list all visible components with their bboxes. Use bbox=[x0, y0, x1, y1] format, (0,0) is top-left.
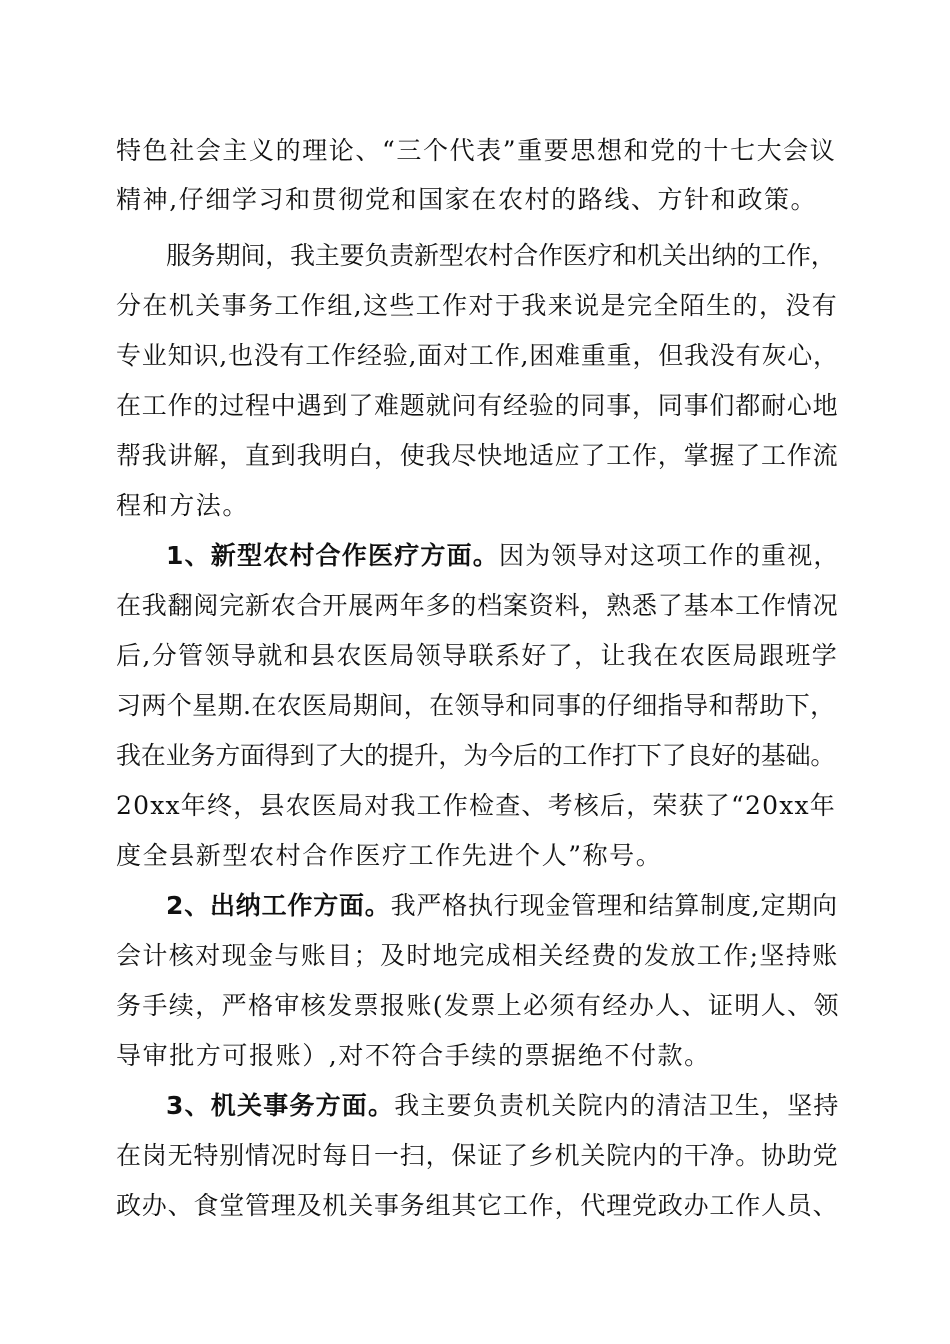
section-line bbox=[166, 890, 838, 922]
text-run: 我主要负责机关院内的清洁卫生，坚持 bbox=[394, 1091, 840, 1120]
text-line: 导审批方可报账）,对不符合手续的票据绝不付款。 bbox=[116, 1041, 711, 1070]
text-line: 务手续，严格审核发票报账(发票上必须有经办人、证明人、领 bbox=[116, 991, 840, 1020]
section-line bbox=[166, 1090, 840, 1122]
text-line: 习两个星期.在农医局期间，在领导和同事的仔细指导和帮助下， bbox=[116, 691, 836, 720]
text-line: 我在业务方面得到了大的提升，为今后的工作打下了良好的基础。 bbox=[116, 741, 836, 770]
section-heading: 1、新型农村合作医疗方面。 bbox=[166, 541, 499, 570]
text-line: 特色社会主义的理论、“三个代表”重要思想和党的十七大会议 bbox=[116, 136, 837, 165]
section-line bbox=[166, 540, 840, 572]
text-line: 会计核对现金与账目；及时地完成相关经费的发放工作;坚持账 bbox=[116, 941, 839, 970]
text-run: 因为领导对这项工作的重视， bbox=[499, 541, 840, 570]
section-heading: 3、机关事务方面。 bbox=[166, 1091, 395, 1120]
text-line: 在岗无特别情况时每日一扫，保证了乡机关院内的干净。协助党 bbox=[116, 1141, 839, 1170]
text-line: 政办、食堂管理及机关事务组其它工作，代理党政办工作人员、 bbox=[116, 1191, 839, 1220]
text-line: 后,分管领导就和县农医局领导联系好了，让我在农医局跟班学 bbox=[116, 641, 839, 670]
text-line: 精神,仔细学习和贯彻党和国家在农村的路线、方针和政策。 bbox=[116, 185, 818, 214]
text-line: 在工作的过程中遇到了难题就问有经验的同事，同事们都耐心地 bbox=[116, 391, 839, 420]
text-line: 在我翻阅完新农合开展两年多的档案资料，熟悉了基本工作情况 bbox=[116, 591, 839, 620]
text-line: 服务期间，我主要负责新型农村合作医疗和机关出纳的工作， bbox=[166, 241, 836, 270]
text-line: 分在机关事务工作组,这些工作对于我来说是完全陌生的，没有 bbox=[116, 291, 839, 320]
section-heading: 2、出纳工作方面。 bbox=[166, 891, 391, 920]
text-line: 帮我讲解，直到我明白，使我尽快地适应了工作，掌握了工作流 bbox=[116, 441, 839, 470]
text-line: 度全县新型农村合作医疗工作先进个人”称号。 bbox=[116, 841, 663, 870]
text-line: 专业知识,也没有工作经验,面对工作,困难重重，但我没有灰心， bbox=[116, 341, 839, 370]
text-run: 我严格执行现金管理和结算制度,定期向 bbox=[390, 891, 838, 920]
text-line: 20xx年终，县农医局对我工作检查、考核后，荣获了“20xx年 bbox=[116, 791, 837, 820]
text-line: 程和方法。 bbox=[116, 491, 250, 520]
